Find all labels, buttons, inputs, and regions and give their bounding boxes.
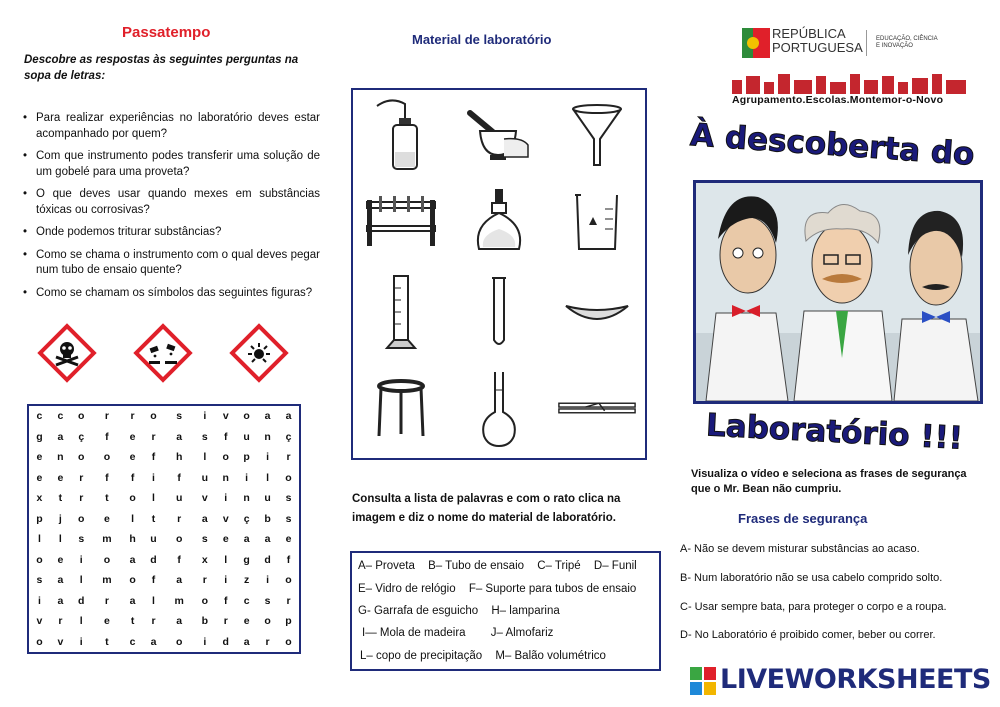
republica-logo: [772, 27, 863, 55]
instrument-alcohol-lamp[interactable]: [459, 182, 539, 262]
liveworksheets-brand: LIVEWORKSHEETS: [720, 664, 991, 695]
grid-letter[interactable]: e: [243, 615, 250, 628]
grid-letter[interactable]: c: [57, 410, 64, 423]
grid-letter[interactable]: e: [36, 471, 43, 484]
ministerio-line2: E INOVAÇÃO: [876, 43, 913, 49]
grid-row: [29, 447, 299, 468]
grid-letter[interactable]: e: [104, 512, 110, 525]
grid-letter[interactable]: j: [58, 512, 62, 525]
grid-letter[interactable]: o: [150, 410, 157, 423]
grid-letter[interactable]: a: [57, 594, 64, 607]
grid-letter[interactable]: r: [286, 594, 291, 607]
grid-letter[interactable]: i: [245, 471, 249, 484]
grid-letter[interactable]: o: [78, 512, 85, 525]
word-item: F– Suporte para tubos de ensaio: [468, 583, 637, 595]
instrument-wooden-clamp[interactable]: [557, 368, 637, 448]
grid-letter[interactable]: x: [201, 553, 208, 566]
grid-letter[interactable]: r: [79, 492, 84, 505]
grid-letter[interactable]: e: [285, 533, 292, 546]
grid-letter[interactable]: s: [285, 492, 292, 505]
portugal-flag-icon: [742, 28, 770, 58]
question-item: • Para realizar experiências no laboratório deves estar acompanhado por quem?: [22, 111, 320, 142]
grid-letter[interactable]: f: [177, 471, 181, 484]
word-row: [358, 560, 647, 572]
video-instruction: Visualiza o vídeo e seleciona as frases de segurança que o Mr. Bean não cumpriu.: [691, 468, 967, 495]
instrument-mortar[interactable]: [459, 94, 539, 174]
grid-letter[interactable]: o: [129, 574, 136, 587]
grid-letter[interactable]: r: [130, 410, 135, 423]
grid-letter[interactable]: o: [129, 492, 136, 505]
grid-letter[interactable]: a: [264, 410, 271, 423]
grid-letter[interactable]: h: [129, 533, 136, 546]
grid-letter[interactable]: o: [78, 451, 85, 464]
word-item: L– copo de precipitação: [360, 650, 483, 662]
grid-letter[interactable]: n: [222, 471, 229, 484]
question-item: • Onde podemos triturar substâncias?: [22, 225, 320, 241]
agrupamento-label: Agrupamento.Escolas.Montemor-o-Novo: [732, 94, 944, 106]
grid-letter[interactable]: o: [103, 451, 111, 464]
safety-rule[interactable]: B- Num laboratório não se usa cabelo comprido solto.: [680, 572, 943, 584]
grid-letter[interactable]: u: [201, 471, 209, 484]
word-row: [360, 650, 616, 662]
word-list-box: [350, 551, 661, 671]
grid-letter[interactable]: v: [222, 410, 229, 423]
toxic-skull-icon: [37, 323, 97, 383]
grid-letter[interactable]: t: [105, 492, 109, 505]
grid-letter[interactable]: z: [244, 574, 250, 587]
word-item: M– Balão volumétrico: [495, 650, 606, 662]
grid-row: [29, 591, 299, 612]
grid-letter[interactable]: g: [36, 430, 43, 443]
material-title: Material de laboratório: [412, 32, 552, 47]
grid-letter[interactable]: n: [57, 451, 64, 464]
grid-letter[interactable]: b: [201, 615, 209, 628]
grid-letter[interactable]: l: [224, 553, 228, 566]
alcohol-lamp-icon: [469, 185, 529, 259]
grid-letter[interactable]: a: [176, 430, 183, 443]
question-list: [22, 111, 320, 308]
grid-letter[interactable]: l: [58, 533, 62, 546]
republica-line2: PORTUGUESA: [772, 40, 863, 55]
instrument-panel: [351, 88, 647, 460]
grid-letter[interactable]: n: [264, 430, 271, 443]
grid-letter[interactable]: i: [152, 471, 155, 484]
grid-letter[interactable]: l: [152, 594, 155, 607]
grid-letter[interactable]: b: [264, 512, 271, 525]
grid-letter[interactable]: v: [201, 492, 208, 505]
material-instruction: Consulta a lista de palavras e com o rato clica na imagem e diz o nome do material de laboratório.: [352, 493, 621, 524]
grid-letter[interactable]: r: [223, 615, 228, 628]
wooden-clamp-icon: [557, 393, 637, 423]
grid-letter[interactable]: t: [58, 492, 63, 505]
grid-letter[interactable]: f: [105, 430, 109, 443]
grid-letter[interactable]: i: [224, 492, 228, 505]
grid-letter[interactable]: i: [37, 594, 41, 607]
grid-row: [29, 468, 299, 489]
word-item: D– Funil: [593, 560, 637, 572]
question-item: • O que deves usar quando mexes em substâncias tóxicas ou corrosivas?: [22, 187, 320, 218]
grid-letter[interactable]: e: [129, 451, 136, 464]
test-tube-rack-icon: [363, 192, 439, 252]
grid-letter[interactable]: e: [129, 430, 136, 443]
cover-title-top: À descoberta do: [689, 117, 976, 173]
grid-letter[interactable]: ç: [285, 430, 292, 443]
grid-letter[interactable]: f: [223, 594, 228, 607]
grid-letter[interactable]: a: [150, 635, 157, 648]
grid-letter[interactable]: t: [130, 615, 135, 628]
grid-letter[interactable]: p: [243, 451, 250, 464]
corrosive-icon: [133, 323, 193, 383]
grid-letter[interactable]: s: [201, 533, 208, 546]
grid-letter[interactable]: f: [177, 553, 181, 566]
graduated-cylinder-icon: [381, 272, 421, 352]
grid-letter[interactable]: o: [175, 635, 183, 648]
word-item: J– Almofariz: [490, 627, 554, 639]
grid-letter[interactable]: o: [285, 471, 292, 484]
grid-letter[interactable]: e: [104, 615, 110, 628]
instrument-beaker[interactable]: [557, 182, 637, 262]
grid-letter[interactable]: a: [129, 594, 136, 607]
word-item: I— Mola de madeira: [362, 627, 466, 639]
grid-row: [29, 488, 299, 509]
word-row: [358, 583, 646, 595]
grid-letter[interactable]: v: [57, 635, 64, 648]
grid-letter[interactable]: o: [78, 410, 85, 423]
grid-letter[interactable]: s: [264, 594, 271, 607]
grid-letter[interactable]: v: [36, 615, 43, 628]
grid-letter[interactable]: f: [130, 471, 135, 484]
grid-letter[interactable]: l: [79, 615, 83, 628]
grid-letter[interactable]: r: [286, 451, 291, 464]
grid-letter[interactable]: l: [79, 574, 83, 587]
grid-letter[interactable]: r: [104, 410, 109, 423]
grid-letter[interactable]: r: [58, 615, 63, 628]
grid-letter[interactable]: i: [79, 635, 83, 648]
grid-letter[interactable]: f: [151, 574, 156, 587]
grid-letter[interactable]: n: [243, 492, 250, 505]
word-search-table: [29, 406, 299, 652]
grid-letter[interactable]: u: [175, 492, 183, 505]
word-item: H– lamparina: [491, 605, 560, 617]
instrument-wash-bottle[interactable]: [361, 94, 441, 174]
grid-letter[interactable]: m: [102, 533, 112, 546]
grid-letter[interactable]: r: [104, 594, 109, 607]
instrument-watch-glass[interactable]: [557, 272, 637, 352]
grid-letter[interactable]: r: [265, 635, 270, 648]
grid-letter[interactable]: p: [36, 512, 43, 525]
grid-letter[interactable]: i: [224, 574, 228, 587]
grid-letter[interactable]: e: [36, 451, 43, 464]
grid-letter[interactable]: o: [243, 410, 250, 423]
instrument-graduated-cylinder[interactable]: [361, 272, 441, 352]
grid-letter[interactable]: a: [201, 512, 208, 525]
instrument-volumetric-flask[interactable]: [459, 368, 539, 448]
grid-letter[interactable]: g: [243, 553, 250, 566]
grid-letter[interactable]: a: [285, 410, 292, 423]
funnel-icon: [567, 99, 627, 169]
word-item: A– Proveta: [358, 560, 415, 572]
ministerio-logo: [876, 36, 938, 50]
liveworksheets-logo-icon: [690, 667, 716, 695]
grid-letter[interactable]: f: [151, 451, 156, 464]
grid-letter[interactable]: t: [151, 512, 156, 525]
grid-letter[interactable]: d: [150, 553, 157, 566]
grid-letter[interactable]: d: [78, 594, 85, 607]
grid-letter[interactable]: u: [243, 430, 250, 443]
safety-rule[interactable]: D- No Laboratório é proibido comer, beber ou correr.: [680, 629, 936, 641]
grid-letter[interactable]: l: [203, 451, 207, 464]
grid-row: [29, 509, 299, 530]
grid-letter[interactable]: e: [222, 533, 229, 546]
passatempo-title: Passatempo: [122, 24, 211, 41]
grid-letter[interactable]: s: [201, 430, 208, 443]
grid-letter[interactable]: o: [222, 451, 229, 464]
mortar-icon: [464, 99, 534, 169]
republica-line1: REPÚBLICA: [772, 26, 846, 41]
grid-row: [29, 550, 299, 571]
grid-letter[interactable]: o: [285, 635, 292, 648]
grid-letter[interactable]: ç: [78, 430, 85, 443]
grid-letter[interactable]: o: [285, 574, 292, 587]
grid-letter[interactable]: o: [201, 594, 209, 607]
grid-letter[interactable]: m: [174, 594, 184, 607]
question-item: • Como se chamam os símbolos das seguintes figuras?: [22, 286, 320, 302]
logo-divider: [866, 30, 867, 56]
grid-letter[interactable]: a: [57, 430, 64, 443]
instrument-tripod[interactable]: [361, 368, 441, 448]
word-row: [358, 605, 570, 617]
grid-letter[interactable]: e: [57, 553, 64, 566]
grid-letter[interactable]: r: [79, 471, 84, 484]
grid-letter[interactable]: r: [177, 512, 182, 525]
grid-letter[interactable]: s: [285, 512, 292, 525]
grid-letter[interactable]: a: [243, 635, 250, 648]
grid-letter[interactable]: i: [203, 635, 207, 648]
passatempo-intro: Descobre as respostas às seguintes perguntas na sopa de letras:: [24, 54, 299, 82]
word-item: B– Tubo de ensaio: [428, 560, 525, 572]
ministerio-line1: EDUCAÇÃO, CIÊNCIA: [876, 36, 938, 42]
test-tube-icon: [484, 272, 514, 352]
grid-letter[interactable]: o: [264, 615, 271, 628]
grid-letter[interactable]: a: [176, 574, 183, 587]
grid-letter[interactable]: ç: [243, 512, 250, 525]
question-item: • Com que instrumento podes transferir uma solução de um gobelé para uma proveta?: [22, 149, 320, 180]
grid-letter[interactable]: m: [102, 574, 112, 587]
scientists-illustration: [696, 183, 980, 401]
school-buildings-logo: [732, 72, 968, 94]
grid-letter[interactable]: l: [131, 512, 135, 525]
tripod-icon: [371, 376, 431, 440]
grid-letter[interactable]: l: [266, 471, 269, 484]
grid-letter[interactable]: l: [152, 492, 155, 505]
grid-letter[interactable]: o: [36, 635, 43, 648]
word-item: E– Vidro de relógio: [358, 583, 456, 595]
grid-letter[interactable]: r: [151, 430, 156, 443]
grid-letter[interactable]: r: [151, 615, 156, 628]
explosive-icon: [229, 323, 289, 383]
grid-letter[interactable]: h: [175, 451, 183, 464]
instrument-funnel[interactable]: [557, 94, 637, 174]
grid-letter[interactable]: f: [223, 430, 228, 443]
wash-bottle-icon: [371, 94, 431, 174]
word-row: [362, 627, 563, 639]
grid-letter[interactable]: a: [129, 553, 136, 566]
grid-letter[interactable]: o: [103, 553, 111, 566]
grid-row: [29, 427, 299, 448]
grid-row: [29, 406, 299, 427]
grid-letter[interactable]: x: [36, 492, 43, 505]
grid-letter[interactable]: c: [36, 410, 43, 423]
grid-letter[interactable]: p: [285, 615, 292, 628]
grid-letter[interactable]: s: [176, 410, 183, 423]
grid-letter[interactable]: u: [264, 492, 271, 505]
word-item: G- Garrafa de esguicho: [358, 605, 479, 617]
word-search-grid: [27, 404, 301, 654]
grid-letter[interactable]: a: [264, 533, 271, 546]
grid-letter[interactable]: e: [57, 471, 64, 484]
grid-letter[interactable]: d: [264, 553, 271, 566]
grid-letter[interactable]: f: [286, 553, 291, 566]
cover-title-bottom: Laboratório !!!: [705, 407, 964, 457]
safety-rule[interactable]: C- Usar sempre bata, para proteger o corpo e a roupa.: [680, 601, 947, 613]
grid-row: [29, 570, 299, 591]
grid-letter[interactable]: i: [266, 451, 269, 464]
grid-letter[interactable]: i: [266, 574, 269, 587]
question-item: • Como se chama o instrumento com o qual deves pegar num tubo de ensaio quente?: [22, 248, 320, 279]
grid-letter[interactable]: s: [78, 533, 85, 546]
safety-rule[interactable]: A- Não se devem misturar substâncias ao acaso.: [680, 543, 920, 555]
grid-letter[interactable]: a: [176, 615, 183, 628]
grid-letter[interactable]: r: [202, 574, 207, 587]
grid-letter[interactable]: s: [36, 574, 43, 587]
grid-letter[interactable]: u: [150, 533, 157, 546]
grid-row: [29, 632, 299, 653]
frases-title: Frases de segurança: [738, 511, 868, 526]
grid-row: [29, 611, 299, 632]
scientists-cartoon: [693, 180, 983, 404]
grid-letter[interactable]: v: [222, 512, 229, 525]
grid-letter[interactable]: o: [175, 533, 183, 546]
instrument-test-tube[interactable]: [459, 272, 539, 352]
instrument-test-tube-rack[interactable]: [361, 182, 441, 262]
beaker-icon: [569, 189, 625, 255]
grid-letter[interactable]: i: [203, 410, 207, 423]
grid-letter[interactable]: c: [129, 635, 136, 648]
grid-letter[interactable]: a: [243, 533, 250, 546]
grid-letter[interactable]: a: [57, 574, 64, 587]
grid-letter[interactable]: l: [37, 533, 41, 546]
grid-letter[interactable]: i: [79, 553, 83, 566]
grid-row: [29, 529, 299, 550]
word-item: C– Tripé: [537, 560, 581, 572]
grid-letter[interactable]: c: [243, 594, 250, 607]
watch-glass-icon: [562, 292, 632, 332]
grid-letter[interactable]: t: [105, 635, 109, 648]
grid-letter[interactable]: f: [105, 471, 109, 484]
grid-letter[interactable]: o: [36, 553, 43, 566]
grid-letter[interactable]: d: [222, 635, 229, 648]
volumetric-flask-icon: [474, 368, 524, 448]
